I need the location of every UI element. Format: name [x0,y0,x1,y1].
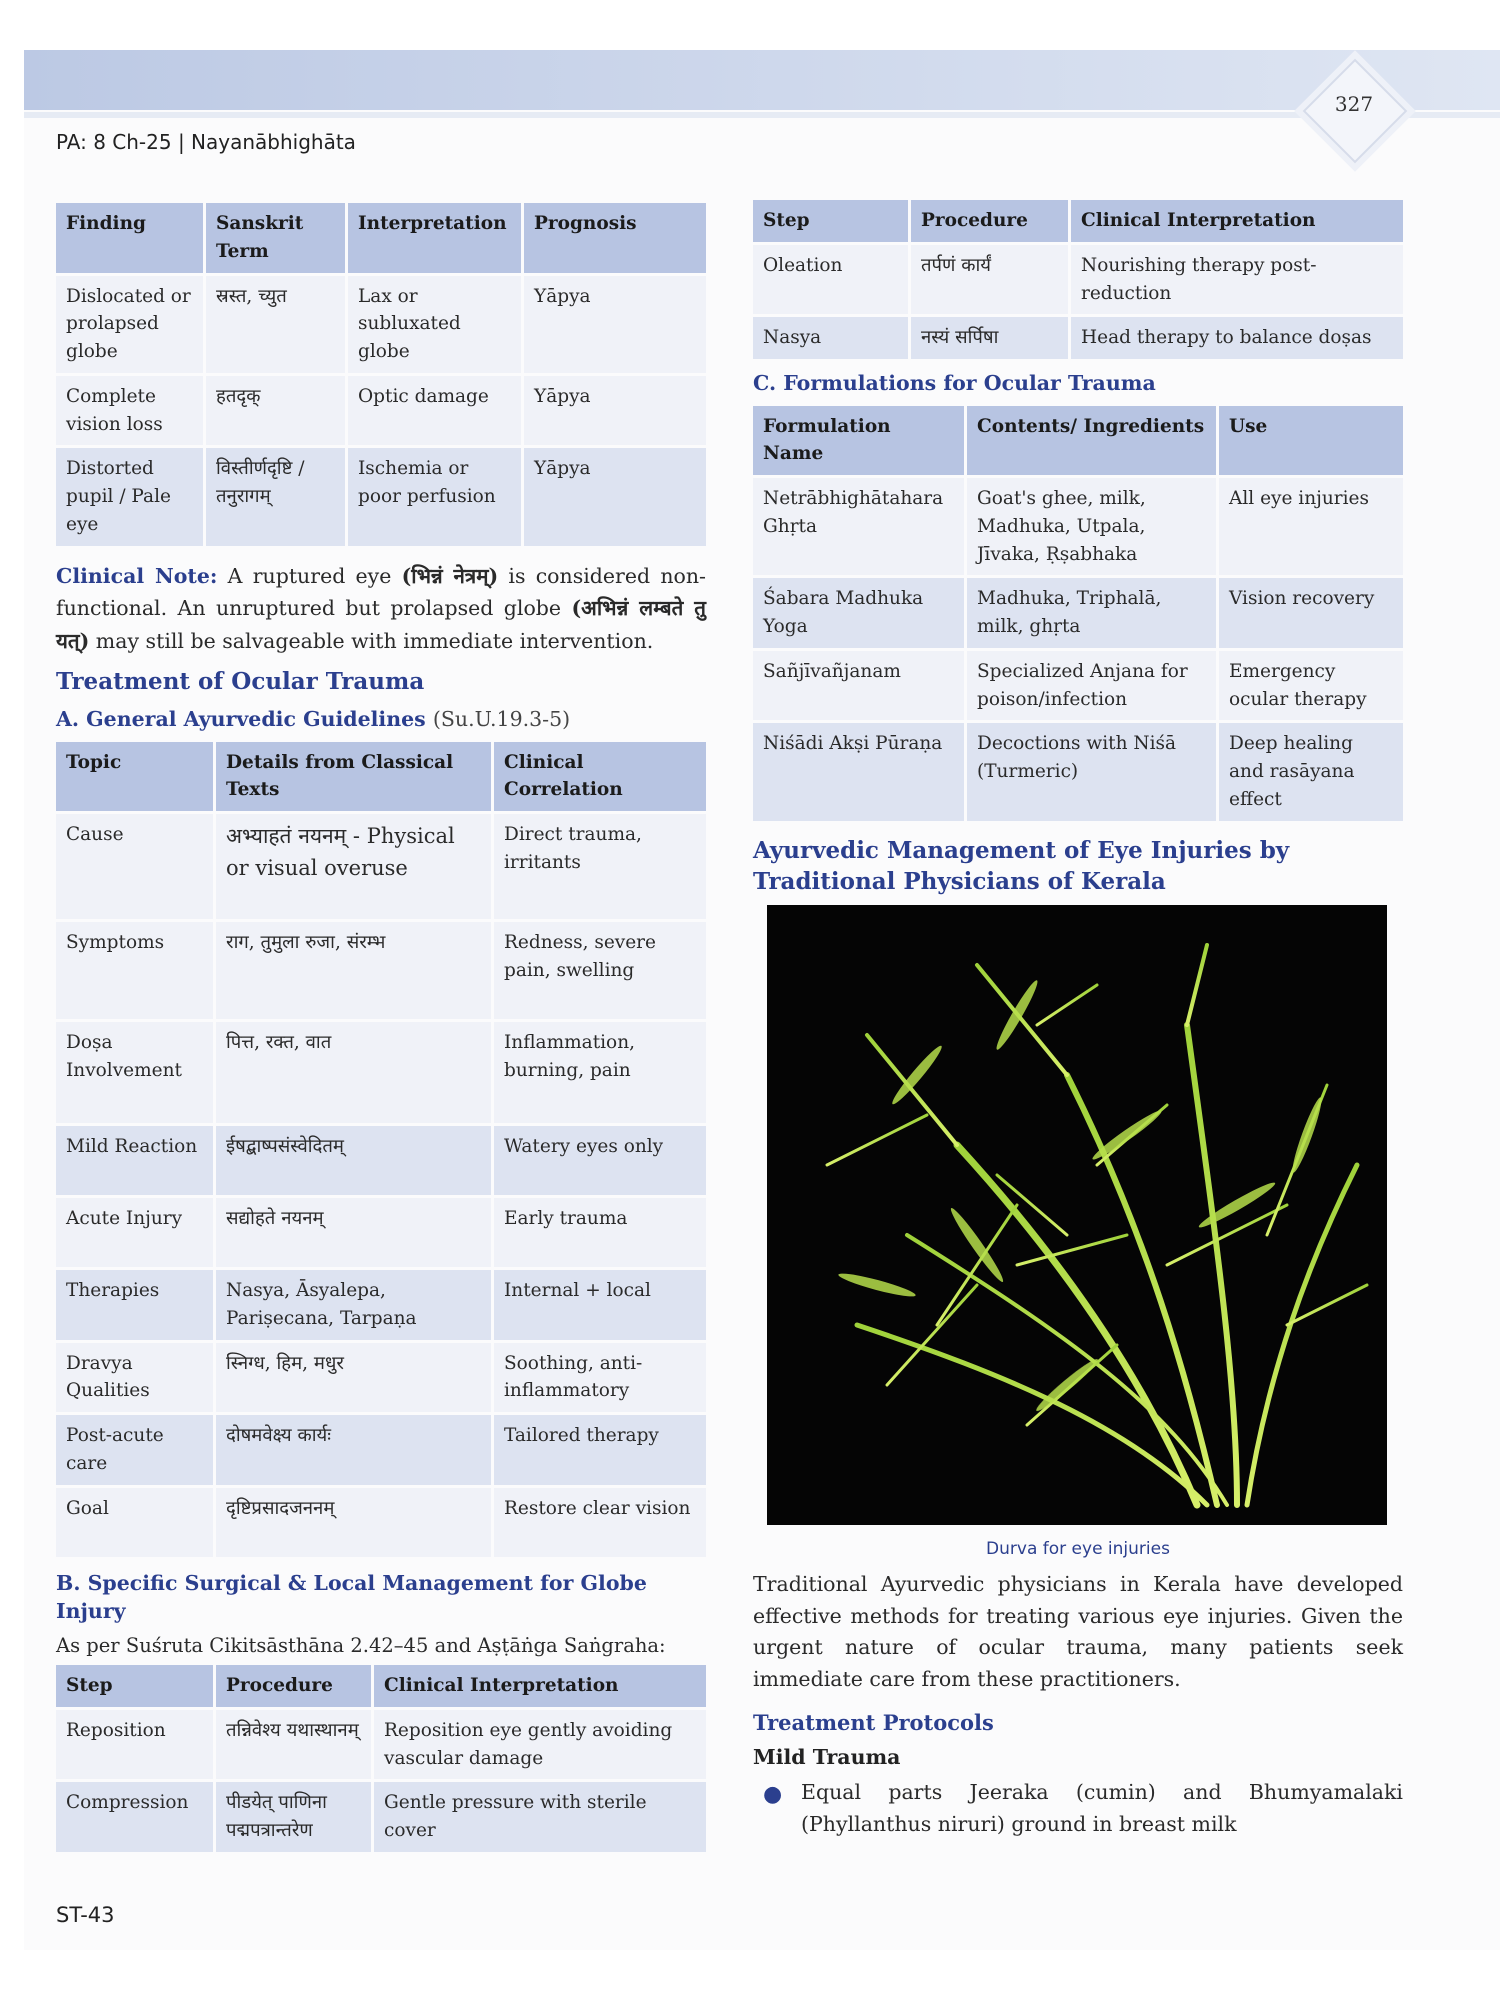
table-cell: Post-acute care [56,1412,216,1485]
table-cell: Restore clear vision [494,1485,706,1557]
running-head: PA: 8 Ch-25 | Nayanābhighāta [56,130,356,154]
photo-caption: Durva for eye injuries [986,1538,1170,1559]
table-cell: विस्तीर्णदृष्टि / तनुरागम् [206,445,348,545]
table-cell: Lax or subluxated globe [348,273,524,373]
protocols-heading: Treatment Protocols [753,1709,994,1735]
table-cell: Nasya, Āsyalepa, Pariṣecana, Tarpaṇa [216,1267,494,1340]
table-cell: सद्योहते नयनम् [216,1195,494,1267]
section-heading: Treatment of Ocular Trauma [56,667,425,695]
table-cell: Yāpya [524,445,706,545]
column-header: Contents/ Ingredients [967,406,1219,476]
table-header-row [56,742,706,812]
table-cell: राग, तुमुला रुजा, संरम्भ [216,919,494,1019]
table-cell: तर्पणं कार्यं [911,242,1071,315]
kerala-heading: Ayurvedic Management of Eye Injuries by Traditional Physicians of Kerala [753,836,1290,895]
formulations-table [753,406,1403,821]
table-cell: Nourishing therapy post-reduction [1071,242,1403,315]
table-row [56,1267,706,1340]
devanagari-term: (अभिन्नं लम्बते तु यत्) [56,596,706,654]
table-cell: Madhuka, Triphalā, milk, ghṛta [967,575,1219,648]
table-cell: Ischemia or poor perfusion [348,445,524,545]
table-cell: Complete vision loss [56,373,206,446]
subsection-heading: B. Specific Surgical & Local Management for Globe Injury [56,1570,647,1624]
table-row [56,1412,706,1485]
table-cell: Dravya Qualities [56,1340,216,1413]
table-header-row [753,406,1403,476]
table-cell: Redness, severe pain, swelling [494,919,706,1019]
table-cell: Watery eyes only [494,1123,706,1195]
column-header: Step [753,200,911,242]
table-cell: All eye injuries [1219,475,1403,575]
table-row [753,242,1403,315]
table-cell: Early trauma [494,1195,706,1267]
column-header: Clinical Interpretation [374,1665,706,1707]
table-row [753,314,1403,359]
column-header: Procedure [216,1665,374,1707]
clinical-note [56,560,706,658]
table-row [56,919,706,1019]
table-cell: Decoctions with Niśā (Turmeric) [967,720,1219,820]
table-cell: Cause [56,811,216,919]
table-cell: Specialized Anjana for poison/infection [967,648,1219,721]
table-row [753,575,1403,648]
table-cell: Goal [56,1485,216,1557]
table-cell: Vision recovery [1219,575,1403,648]
table-cell: Deep healing and rasāyana effect [1219,720,1403,820]
table-cell: तन्निवेश्य यथास्थानम् [216,1707,374,1780]
column-header: Clinical Interpretation [1071,200,1403,242]
table-cell: Optic damage [348,373,524,446]
table-cell: Tailored therapy [494,1412,706,1485]
table-row [56,1779,706,1852]
table-cell: Oleation [753,242,911,315]
table-cell: Emergency ocular therapy [1219,648,1403,721]
table-row [56,445,706,545]
table-cell: स्रस्त, च्युत [206,273,348,373]
table-cell: Yāpya [524,273,706,373]
table-header-row [753,200,1403,242]
table-cell: Doṣa Involvement [56,1019,216,1123]
clinical-note-text: A ruptured eye [217,563,402,588]
table-row [753,648,1403,721]
table-cell: Therapies [56,1267,216,1340]
table-cell: Inflammation, burning, pain [494,1019,706,1123]
table-cell: Soothing, anti-inflammatory [494,1340,706,1413]
right-column [753,200,1403,1841]
page-number: 327 [1334,92,1374,116]
durva-grass-illustration [767,905,1387,1525]
column-header: Procedure [911,200,1071,242]
table-cell: पित्त, रक्त, वात [216,1019,494,1123]
durva-grass-photo [767,905,1387,1525]
table-cell: ईषद्बाष्पसंस्वेदितम् [216,1123,494,1195]
table-row [753,475,1403,575]
column-header: Topic [56,742,216,812]
clinical-note-text: is considered non-functional. An unruptured but prolapsed globe [56,563,706,621]
table-cell: Acute Injury [56,1195,216,1267]
subsection-title: A. General Ayurvedic Guidelines [56,706,433,731]
column-header: Clinical Correlation [494,742,706,812]
table-cell: Reposition [56,1707,216,1780]
table-header-row [56,1665,706,1707]
table-row [56,1019,706,1123]
table-cell: Mild Reaction [56,1123,216,1195]
source-line: As per Suśruta Cikitsāsthāna 2.42–45 and Aṣṭāṅga Saṅgraha: [56,1634,666,1657]
table-cell: दोषमवेक्ष्य कार्यः [216,1412,494,1485]
table-cell: Niśādi Akṣi Pūraṇa [753,720,967,820]
table-row [56,373,706,446]
devanagari-term: (भिन्नं नेत्रम्) [401,563,499,588]
table-row [56,273,706,373]
table-cell: पीडयेत् पाणिना पद्मपत्रान्तरेण [216,1779,374,1852]
column-header: Step [56,1665,216,1707]
table-cell: Dislocated or prolapsed globe [56,273,206,373]
table-row [56,1123,706,1195]
steps-table [753,200,1403,359]
subsection-reference: (Su.U.19.3-5) [432,706,571,731]
left-column [56,203,706,1852]
table-cell: Direct trauma, irritants [494,811,706,919]
protocol-list [753,1777,1403,1841]
column-header: Finding [56,203,206,273]
table-header-row [56,203,706,273]
subsection-heading [56,705,706,734]
findings-table [56,203,706,546]
table-row [56,1340,706,1413]
table-cell: नस्यं सर्पिषा [911,314,1071,359]
list-item-text: Equal parts Jeeraka (cumin) and Bhumyamalaki (Phyllanthus niruri) ground in breast milk [801,1780,1403,1836]
mild-trauma-heading: Mild Trauma [753,1745,901,1770]
table-cell: Distorted pupil / Pale eye [56,445,206,545]
table-cell: हतदृक् [206,373,348,446]
guidelines-table [56,742,706,1557]
clinical-note-label: Clinical Note: [56,563,218,588]
column-header: Formulation Name [753,406,967,476]
surgical-table [56,1665,706,1852]
table-cell: Netrābhighātahara Ghṛta [753,475,967,575]
header-rule [24,112,1500,118]
table-cell: Internal + local [494,1267,706,1340]
table-cell: Śabara Madhuka Yoga [753,575,967,648]
kerala-paragraph: Traditional Ayurvedic physicians in Kerala have developed effective methods for treating various eye injuries. Given the urgent nature of ocular trauma, many patients seek immediate care from these practitioners. [753,1571,1403,1692]
table-cell: Sañjīvañjanam [753,648,967,721]
table-cell: स्निग्ध, हिम, मधुर [216,1340,494,1413]
table-cell: Nasya [753,314,911,359]
table-row [56,1195,706,1267]
column-header: Prognosis [524,203,706,273]
table-cell: दृष्टिप्रसादजननम् [216,1485,494,1557]
column-header: Sanskrit Term [206,203,348,273]
header-band [24,50,1500,110]
column-header: Details from Classical Texts [216,742,494,812]
table-cell: Symptoms [56,919,216,1019]
table-cell: Reposition eye gently avoiding vascular damage [374,1707,706,1780]
table-row [753,720,1403,820]
column-header: Interpretation [348,203,524,273]
table-row [56,811,706,919]
table-cell: Yāpya [524,373,706,446]
table-row [56,1707,706,1780]
page-footer: ST-43 [56,1903,115,1927]
subsection-heading: C. Formulations for Ocular Trauma [753,371,1156,395]
bullet-icon: ● [763,1782,783,1808]
table-cell: Compression [56,1779,216,1852]
table-cell: Gentle pressure with sterile cover [374,1779,706,1852]
column-header: Use [1219,406,1403,476]
clinical-note-text: may still be salvageable with immediate intervention. [89,629,654,654]
table-cell: Goat's ghee, milk, Madhuka, Utpala, Jīvaka, Ṛṣabhaka [967,475,1219,575]
table-cell: अभ्याहतं नयनम् - Physical or visual overuse [216,811,494,919]
table-cell: Head therapy to balance doṣas [1071,314,1403,359]
list-item [763,1777,1403,1841]
table-row [56,1485,706,1557]
